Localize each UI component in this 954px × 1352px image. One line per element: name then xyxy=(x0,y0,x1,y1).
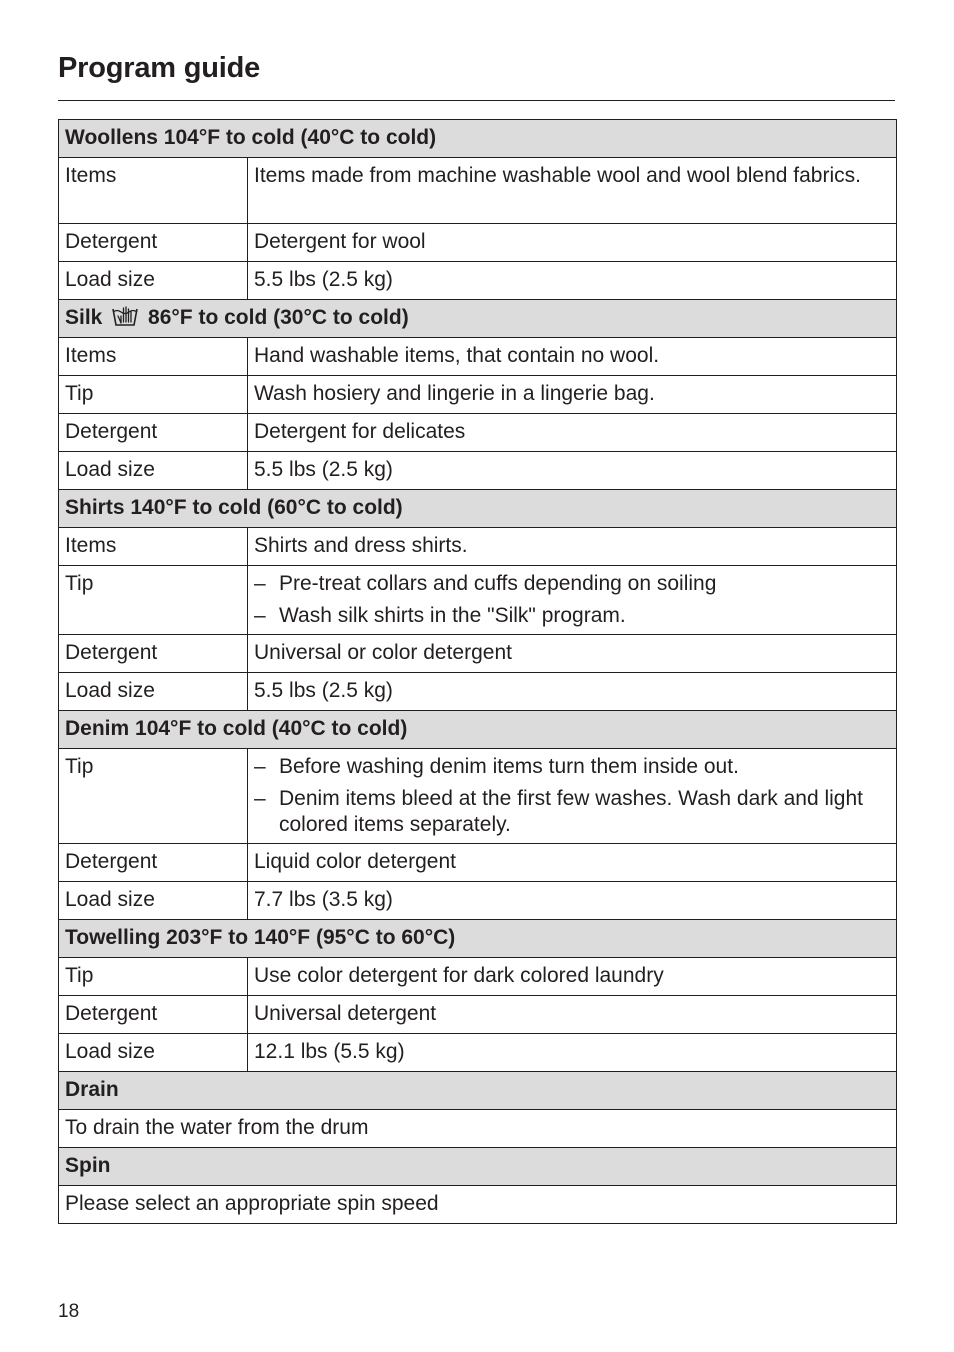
row-label: Items xyxy=(59,338,248,376)
list-dash: – xyxy=(254,787,266,810)
row-label: Load size xyxy=(59,262,248,300)
table-row xyxy=(59,1110,897,1148)
section-header-silk xyxy=(59,300,897,338)
section-title: Shirts 140°F to cold (60°C to cold) xyxy=(59,490,897,528)
row-value: To drain the water from the drum xyxy=(59,1110,897,1148)
list-dash: – xyxy=(254,755,266,778)
tip-list xyxy=(254,571,890,629)
list-dash: – xyxy=(254,604,266,627)
section-title: Drain xyxy=(59,1072,897,1110)
table-row xyxy=(59,1186,897,1224)
row-value: Universal or color detergent xyxy=(248,635,897,673)
section-title-suffix: 86°F to cold (30°C to cold) xyxy=(148,306,409,329)
table-row xyxy=(59,414,897,452)
table-row xyxy=(59,1034,897,1072)
row-value: Liquid color detergent xyxy=(248,844,897,882)
table-row xyxy=(59,376,897,414)
list-item-text: Pre-treat collars and cuffs depending on soiling xyxy=(279,572,717,595)
table-row xyxy=(59,882,897,920)
section-header-drain xyxy=(59,1072,897,1110)
section-header-denim xyxy=(59,711,897,749)
row-label: Load size xyxy=(59,882,248,920)
list-item-text: Wash silk shirts in the "Silk" program. xyxy=(279,604,626,627)
row-label: Items xyxy=(59,158,248,224)
row-value: 5.5 lbs (2.5 kg) xyxy=(248,262,897,300)
section-title: Woollens 104°F to cold (40°C to cold) xyxy=(59,120,897,158)
row-value: 5.5 lbs (2.5 kg) xyxy=(248,452,897,490)
row-label: Detergent xyxy=(59,635,248,673)
row-label: Tip xyxy=(59,749,248,844)
list-item xyxy=(254,754,890,780)
title-divider xyxy=(58,100,895,101)
row-value: Hand washable items, that contain no wool. xyxy=(248,338,897,376)
row-value: 12.1 lbs (5.5 kg) xyxy=(248,1034,897,1072)
program-guide-table xyxy=(58,119,897,1224)
row-value: 5.5 lbs (2.5 kg) xyxy=(248,673,897,711)
table-row xyxy=(59,996,897,1034)
row-label: Detergent xyxy=(59,414,248,452)
section-title: Spin xyxy=(59,1148,897,1186)
list-item xyxy=(254,786,890,838)
row-value: Please select an appropriate spin speed xyxy=(59,1186,897,1224)
row-label: Load size xyxy=(59,673,248,711)
row-label: Load size xyxy=(59,1034,248,1072)
section-header-shirts xyxy=(59,490,897,528)
section-title: Towelling 203°F to 140°F (95°C to 60°C) xyxy=(59,920,897,958)
section-header-spin xyxy=(59,1148,897,1186)
table-row xyxy=(59,958,897,996)
section-title xyxy=(59,300,897,338)
table-row xyxy=(59,844,897,882)
list-item xyxy=(254,571,890,597)
row-label: Tip xyxy=(59,376,248,414)
table-row xyxy=(59,749,897,844)
list-item xyxy=(254,603,890,629)
row-value xyxy=(248,566,897,635)
table-row xyxy=(59,673,897,711)
row-label: Detergent xyxy=(59,996,248,1034)
row-value: Shirts and dress shirts. xyxy=(248,528,897,566)
page-title: Program guide xyxy=(58,52,261,84)
table-row xyxy=(59,262,897,300)
section-title-prefix: Silk xyxy=(65,306,103,329)
row-value: Use color detergent for dark colored laundry xyxy=(248,958,897,996)
section-header-woollens xyxy=(59,120,897,158)
table-row xyxy=(59,338,897,376)
tip-list xyxy=(254,754,890,838)
row-value: Universal detergent xyxy=(248,996,897,1034)
row-value: 7.7 lbs (3.5 kg) xyxy=(248,882,897,920)
table-row xyxy=(59,452,897,490)
hand-wash-icon xyxy=(111,305,139,327)
row-label: Load size xyxy=(59,452,248,490)
row-label: Detergent xyxy=(59,224,248,262)
table-row xyxy=(59,224,897,262)
row-label: Items xyxy=(59,528,248,566)
row-value: Detergent for delicates xyxy=(248,414,897,452)
table-row xyxy=(59,528,897,566)
row-value: Items made from machine washable wool and wool blend fabrics. xyxy=(248,158,897,224)
row-value: Detergent for wool xyxy=(248,224,897,262)
table-row xyxy=(59,566,897,635)
page-number: 18 xyxy=(58,1301,80,1322)
table-row xyxy=(59,635,897,673)
list-item-text: Denim items bleed at the first few washes. Wash dark and light colored items separately. xyxy=(279,787,863,836)
row-value: Wash hosiery and lingerie in a lingerie bag. xyxy=(248,376,897,414)
row-label: Detergent xyxy=(59,844,248,882)
section-header-towelling xyxy=(59,920,897,958)
row-value xyxy=(248,749,897,844)
list-item-text: Before washing denim items turn them inside out. xyxy=(279,755,739,778)
table-row xyxy=(59,158,897,224)
list-dash: – xyxy=(254,572,266,595)
section-title: Denim 104°F to cold (40°C to cold) xyxy=(59,711,897,749)
row-label: Tip xyxy=(59,958,248,996)
row-label: Tip xyxy=(59,566,248,635)
